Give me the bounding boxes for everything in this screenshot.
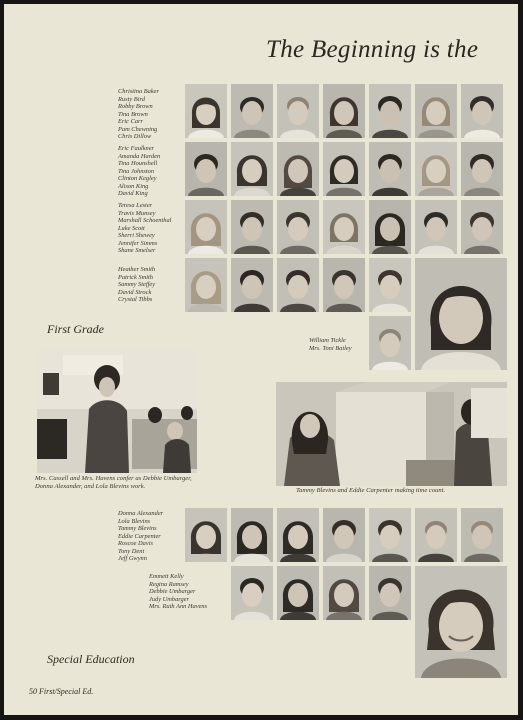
student-name: Roscoe Davis: [118, 540, 153, 547]
student-portrait: [461, 508, 503, 562]
classroom-photo-right: [276, 382, 507, 486]
student-portrait: [415, 508, 457, 562]
student-name: Sherri Shewey: [118, 232, 155, 239]
special-education-heading: Special Education: [47, 652, 135, 666]
student-portrait: [277, 258, 319, 312]
student-portrait: [277, 200, 319, 254]
yearbook-page: [4, 4, 518, 715]
student-portrait: [415, 200, 457, 254]
student-name: David Strock: [118, 288, 152, 296]
student-name: Eric Faulkner: [118, 145, 155, 152]
student-name: Clinton Kegley: [118, 175, 157, 182]
student-name: Tina Brown: [118, 110, 148, 118]
student-name: Rusty Bird: [118, 95, 145, 103]
student-portrait: [185, 142, 227, 196]
student-name: Eric Carr: [118, 118, 144, 125]
student-portrait: [185, 200, 227, 254]
student-name: Tammy Blevins: [118, 525, 157, 532]
caption-right: Tammy Blevins and Eddie Carpenter making time count.: [296, 487, 446, 494]
student-portrait: [231, 200, 273, 254]
classroom-photo-left: [37, 349, 197, 473]
student-portrait: [323, 566, 365, 620]
student-name: Jeff Gwynn: [118, 555, 147, 562]
student-portrait: [415, 142, 457, 196]
student-name: Amanda Harden: [118, 152, 161, 160]
student-portrait: [415, 84, 457, 138]
student-portrait: [231, 142, 273, 196]
student-name: Tina Johnston: [118, 167, 155, 175]
student-name: Tina Hounshell: [118, 160, 158, 167]
student-portrait: [323, 508, 365, 562]
special-ed-name-list-row-2: [149, 573, 207, 611]
student-portrait: [185, 508, 227, 562]
name-list-row-1: [118, 88, 159, 141]
student-name: Robby Brown: [118, 103, 153, 110]
student-name: Alison King: [118, 182, 149, 190]
name-list-row-3: [118, 202, 171, 255]
student-name: Debbie Umbarger: [149, 588, 196, 595]
student-portrait: [369, 200, 411, 254]
student-portrait: [185, 258, 227, 312]
student-portrait: [277, 142, 319, 196]
student-portrait: [231, 508, 273, 562]
student-portrait: [323, 258, 365, 312]
student-name: Teresa Lester: [118, 202, 153, 209]
student-portrait: [185, 84, 227, 138]
student-name: Patrick Smith: [118, 273, 153, 281]
student-portrait: [277, 508, 319, 562]
student-portrait: [461, 84, 503, 138]
teacher-names: [309, 337, 352, 352]
student-name: Chris Dillow: [118, 133, 152, 140]
student-name: Travis Munsey: [118, 209, 156, 217]
student-name: Christina Baker: [118, 88, 160, 95]
student-portrait: [369, 84, 411, 138]
teacher-name: Mrs. Toni Bailey: [309, 344, 352, 352]
student-portrait: [323, 200, 365, 254]
student-portrait: [323, 84, 365, 138]
student-portrait: [277, 84, 319, 138]
student-name: Jennifer Simms: [118, 239, 158, 247]
page-folio: 50 First/Special Ed.: [29, 687, 94, 696]
teacher-portrait-large: [415, 258, 507, 370]
student-name: Shane Smelser: [118, 247, 156, 254]
student-portrait: [231, 566, 273, 620]
teacher-portrait: [369, 316, 411, 370]
student-name: Lola Blevins: [118, 517, 151, 525]
student-name: Regina Ramsey: [149, 580, 189, 588]
student-name: Sammy Steffey: [118, 281, 156, 288]
student-name: David King: [118, 190, 148, 197]
student-name: Heather Smith: [118, 266, 156, 273]
student-portrait: [231, 258, 273, 312]
teacher-name: William Tickle: [309, 337, 346, 344]
teacher-name: Mrs. Ruth Ann Havens: [149, 603, 208, 610]
student-name: Marshall Schoenthal: [118, 217, 172, 224]
first-grade-heading: First Grade: [47, 322, 104, 336]
student-name: Donna Alexander: [118, 510, 164, 517]
caption-left: Mrs. Cassell and Mrs. Havens confer as Debbie Umbarger, Donna Alexander, and Lola Blevins work.: [35, 475, 192, 491]
student-name: Crystal Tibbs: [118, 296, 153, 303]
student-portrait: [277, 566, 319, 620]
student-portrait: [369, 508, 411, 562]
student-portrait: [369, 258, 411, 312]
student-name: Emmett Kelly: [149, 573, 184, 580]
name-list-row-4: [118, 266, 155, 304]
special-ed-name-list-row-1: [118, 510, 163, 563]
student-portrait: [369, 142, 411, 196]
student-portrait: [461, 142, 503, 196]
student-name: Luke Scott: [118, 224, 145, 232]
student-name: Tony Dent: [118, 547, 145, 555]
student-name: Eddie Carpenter: [118, 532, 161, 540]
student-name: Pam Chewning: [118, 125, 158, 133]
name-list-row-2: [118, 145, 160, 198]
student-portrait: [231, 84, 273, 138]
student-name: Judy Umbarger: [149, 595, 190, 603]
student-portrait: [461, 200, 503, 254]
teacher-portrait-large: [415, 566, 507, 678]
student-portrait: [369, 566, 411, 620]
page-title: The Beginning is the: [266, 36, 479, 63]
student-portrait: [323, 142, 365, 196]
